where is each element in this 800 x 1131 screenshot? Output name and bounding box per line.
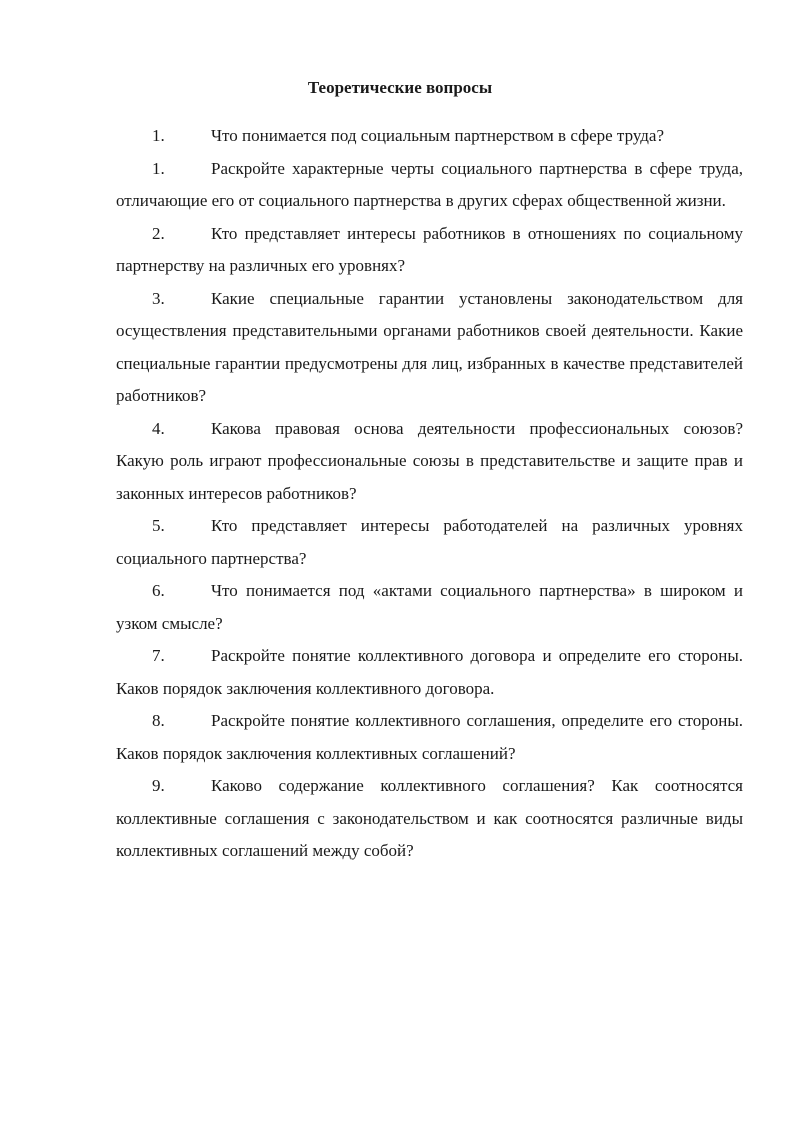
- question-text: Каково содержание коллективного соглашения? Как соотносятся коллективные соглашения с законодательством и как соотносятся различные виды коллективных соглашений между собой?: [116, 776, 743, 860]
- question-text: Какова правовая основа деятельности профессиональных союзов? Какую роль играют профессиональные союзы в представительстве и защите прав и законных интересов работников?: [116, 418, 743, 503]
- question-number: 5.: [152, 516, 165, 535]
- question-item: [116, 218, 743, 283]
- question-item: [116, 510, 743, 575]
- question-number: 8.: [152, 711, 165, 730]
- question-item: [116, 640, 743, 705]
- question-text: Что понимается под «актами социального партнерства» в широком и узком смысле?: [116, 581, 743, 633]
- question-text: Раскройте характерные черты социального партнерства в сфере труда, отличающие его от социального партнерства в других сферах общественной жизни.: [116, 158, 743, 210]
- question-number: 6.: [152, 581, 165, 600]
- question-item: [116, 770, 743, 868]
- question-item: [116, 413, 743, 511]
- question-number: 7.: [152, 646, 165, 665]
- question-number: 4.: [152, 418, 165, 438]
- question-text: Какие специальные гарантии установлены законодательством для осуществления представительными органами работников своей деятельности. Какие специальные гарантии предусмотрены для лиц, избранных в качестве представителей работников?: [116, 288, 743, 405]
- question-number: 9.: [152, 776, 165, 795]
- document-title: Теоретические вопросы: [307, 78, 493, 97]
- question-number: 3.: [152, 288, 165, 308]
- question-text: Кто представляет интересы работников в отношениях по социальному партнерству на различных его уровнях?: [116, 223, 743, 275]
- question-number: 1.: [152, 158, 165, 178]
- question-item: [116, 575, 743, 640]
- question-item: [116, 120, 743, 153]
- question-item: [116, 283, 743, 413]
- question-number: 1.: [152, 126, 165, 145]
- question-text: Что понимается под социальным партнерством в сфере труда?: [211, 126, 665, 145]
- question-text: Раскройте понятие коллективного договора и определите его стороны. Каков порядок заключения коллективного договора.: [116, 646, 743, 698]
- question-text: Раскройте понятие коллективного соглашения, определите его стороны. Каков порядок заключения коллективных соглашений?: [116, 711, 743, 763]
- question-item: [116, 705, 743, 770]
- question-number: 2.: [152, 223, 165, 243]
- question-item: [116, 153, 743, 218]
- question-list: [116, 120, 743, 868]
- question-text: Кто представляет интересы работодателей на различных уровнях социального партнерства?: [116, 516, 743, 568]
